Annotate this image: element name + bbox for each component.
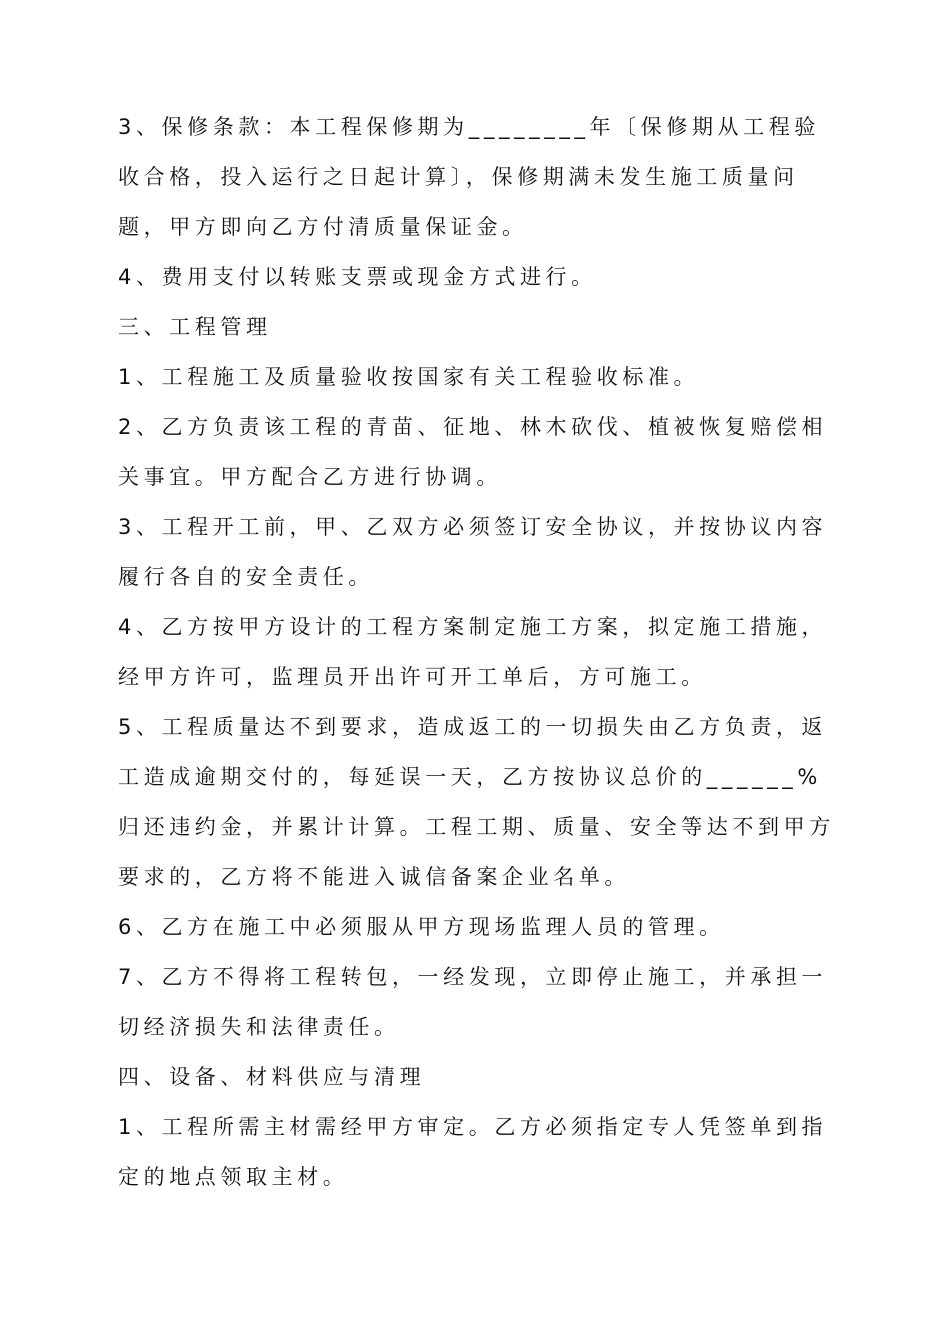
paragraph-main-materials: 1、工程所需主材需经甲方审定。乙方必须指定专人凭签单到指定的地点领取主材。 xyxy=(118,1115,828,1189)
paragraph-supervision: 6、乙方在施工中必须服从甲方现场监理人员的管理。 xyxy=(118,915,725,939)
section-heading-project-management: 三、工程管理 xyxy=(118,315,272,339)
paragraph-quality-penalty: 5、工程质量达不到要求，造成返工的一切损失由乙方负责，返工造成逾期交付的，每延误一天，乙方按协议总价的______%归还违约金，并累计计算。工程工期、质量、安全等达不到甲方要求的，乙方将不能进入诚信备案企业名单。 xyxy=(118,715,835,889)
paragraph-compensation-matters: 2、乙方负责该工程的青苗、征地、林木砍伐、植被恢复赔偿相关事宜。甲方配合乙方进行协调。 xyxy=(118,415,828,489)
paragraph-payment-method: 4、费用支付以转账支票或现金方式进行。 xyxy=(118,265,597,289)
paragraph-acceptance-standard: 1、工程施工及质量验收按国家有关工程验收标准。 xyxy=(118,365,700,389)
section-heading-materials: 四、设备、材料供应与清理 xyxy=(118,1065,426,1089)
paragraph-warranty-terms: 3、保修条款：本工程保修期为________年〔保修期从工程验收合格，投入运行之日起计算〕，保修期满未发生施工质量问题，甲方即向乙方付清质量保证金。 xyxy=(118,115,820,239)
document-body xyxy=(118,102,838,1202)
paragraph-no-subcontracting: 7、乙方不得将工程转包，一经发现，立即停止施工，并承担一切经济损失和法律责任。 xyxy=(118,965,828,1039)
paragraph-safety-agreement: 3、工程开工前，甲、乙双方必须签订安全协议，并按协议内容履行各自的安全责任。 xyxy=(118,515,828,589)
paragraph-construction-plan: 4、乙方按甲方设计的工程方案制定施工方案，拟定施工措施，经甲方许可，监理员开出许可开工单后，方可施工。 xyxy=(118,615,828,689)
